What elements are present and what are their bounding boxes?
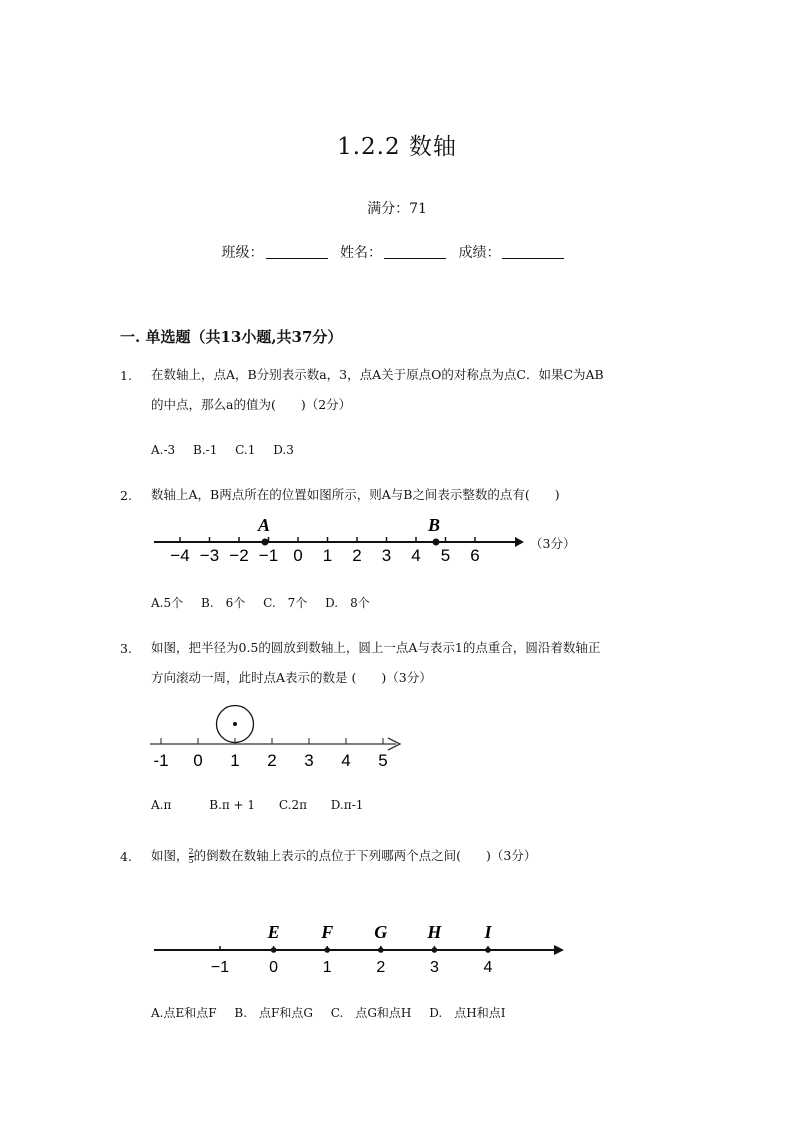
option-c[interactable]: C. 7个 (263, 596, 308, 610)
point-a-label: A (258, 515, 271, 535)
point-letter: I (484, 922, 492, 942)
circle-number-line-figure (148, 700, 408, 775)
question-text (151, 841, 681, 871)
point-a-dot (262, 539, 269, 546)
option-b[interactable]: B.π + 1 (209, 798, 256, 812)
tick-label: 3 (304, 751, 314, 770)
option-a[interactable]: A.π (151, 798, 172, 812)
question-number: 4. (120, 849, 132, 864)
class-label: 班级： (221, 245, 264, 261)
option-d[interactable]: D.3 (273, 443, 294, 457)
page-title: 1.2.2 数轴 (337, 134, 457, 160)
options-row (151, 594, 384, 611)
tick-label: −4 (170, 546, 190, 565)
axis-arrow (515, 537, 524, 547)
question-line: 数轴上A，B两点所在的位置如图所示，则A与B之间表示整数的点有( ) (151, 487, 560, 502)
tick-label: 1 (322, 959, 332, 976)
student-info-row (0, 242, 794, 262)
options-row (151, 1004, 519, 1021)
fraction-denominator: 5 (188, 856, 194, 865)
tick-label: −1 (210, 959, 230, 976)
tick-label: 5 (440, 546, 451, 565)
tick-label: 2 (352, 546, 362, 565)
question-line: 在数轴上，点A，B分别表示数a，3，点A关于原点O的对称点为点C．如果C为AB (151, 367, 604, 382)
option-a[interactable]: A.点E和点F (151, 1006, 217, 1020)
point-letter: F (321, 922, 334, 942)
point-b-label: B (428, 515, 441, 535)
point-dot (271, 947, 277, 953)
option-a[interactable]: A.5个 (151, 596, 184, 610)
question-suffix: 的倒数在数轴上表示的点位于下列哪两个点之间( )（3分） (193, 848, 537, 863)
point-dot (378, 947, 384, 953)
point-dot (485, 947, 491, 953)
question-prefix: 如图， (151, 848, 189, 863)
number-line-figure (150, 512, 530, 572)
axis-arrow (554, 945, 564, 955)
question-text (151, 480, 681, 510)
question-number: 3. (120, 641, 132, 656)
option-b[interactable]: B. 点F和点G (234, 1006, 313, 1020)
point-dot (324, 947, 330, 953)
options-row (151, 443, 308, 457)
tick-label: 5 (378, 751, 388, 770)
option-b[interactable]: B. 6个 (200, 596, 246, 610)
option-d[interactable]: D. 8个 (325, 596, 370, 610)
name-blank[interactable] (384, 244, 446, 259)
option-c[interactable]: C. 点G和点H (330, 1006, 412, 1020)
grade-blank[interactable] (502, 244, 564, 259)
option-a[interactable]: A.-3 (151, 443, 176, 457)
question-points: （3分） (530, 536, 576, 551)
question-text (151, 360, 681, 420)
letter-number-line-figure (150, 918, 570, 980)
question-number: 2. (120, 488, 132, 503)
tick-label: 2 (376, 959, 386, 976)
section-title: 一. 单选题（共13小题,共37分） (120, 328, 343, 346)
tick-label: -1 (153, 751, 169, 770)
option-b[interactable]: B.-1 (193, 443, 218, 457)
option-c[interactable]: C.2π (278, 798, 307, 812)
tick-label: −3 (199, 546, 220, 565)
tick-label: 0 (269, 959, 279, 976)
point-letter: G (374, 922, 388, 942)
option-d[interactable]: D. 点H和点I (429, 1006, 506, 1020)
question-line: 如图，把半径为0.5的圆放到数轴上，圆上一点A与表示1的点重合，圆沿着数轴正 (151, 640, 601, 655)
tick-label: −2 (229, 546, 249, 565)
circle-center (233, 722, 237, 726)
tick-label: 4 (341, 751, 351, 770)
question-number: 1. (120, 368, 132, 383)
question-text (151, 633, 681, 693)
point-b-dot (433, 539, 440, 546)
tick-label: 0 (193, 751, 203, 770)
name-label: 姓名： (340, 245, 382, 261)
point-dot (432, 947, 438, 953)
question-line: 方向滚动一周，此时点A表示的数是 ( )（3分） (151, 670, 432, 685)
tick-label: −1 (258, 546, 279, 565)
tick-label: 3 (381, 546, 392, 565)
full-score: 满分：71 (367, 201, 427, 217)
tick-label: 2 (267, 751, 277, 770)
tick-label: 3 (429, 959, 439, 976)
tick-label: 1 (230, 751, 240, 770)
tick-label: 4 (483, 959, 493, 976)
grade-label: 成绩： (458, 245, 501, 261)
tick-label: 4 (411, 546, 421, 565)
fraction-numerator: 2 (188, 847, 194, 856)
tick-label: 0 (293, 546, 303, 565)
question-line: 的中点，那么a的值为( )（2分） (151, 397, 352, 412)
point-letter: E (267, 922, 280, 942)
options-row (151, 798, 377, 812)
option-d[interactable]: D.π-1 (330, 798, 364, 812)
class-blank[interactable] (266, 244, 328, 259)
option-c[interactable]: C.1 (235, 443, 256, 457)
tick-label: 1 (322, 546, 333, 565)
tick-label: 6 (470, 546, 480, 565)
point-letter: H (427, 922, 442, 942)
